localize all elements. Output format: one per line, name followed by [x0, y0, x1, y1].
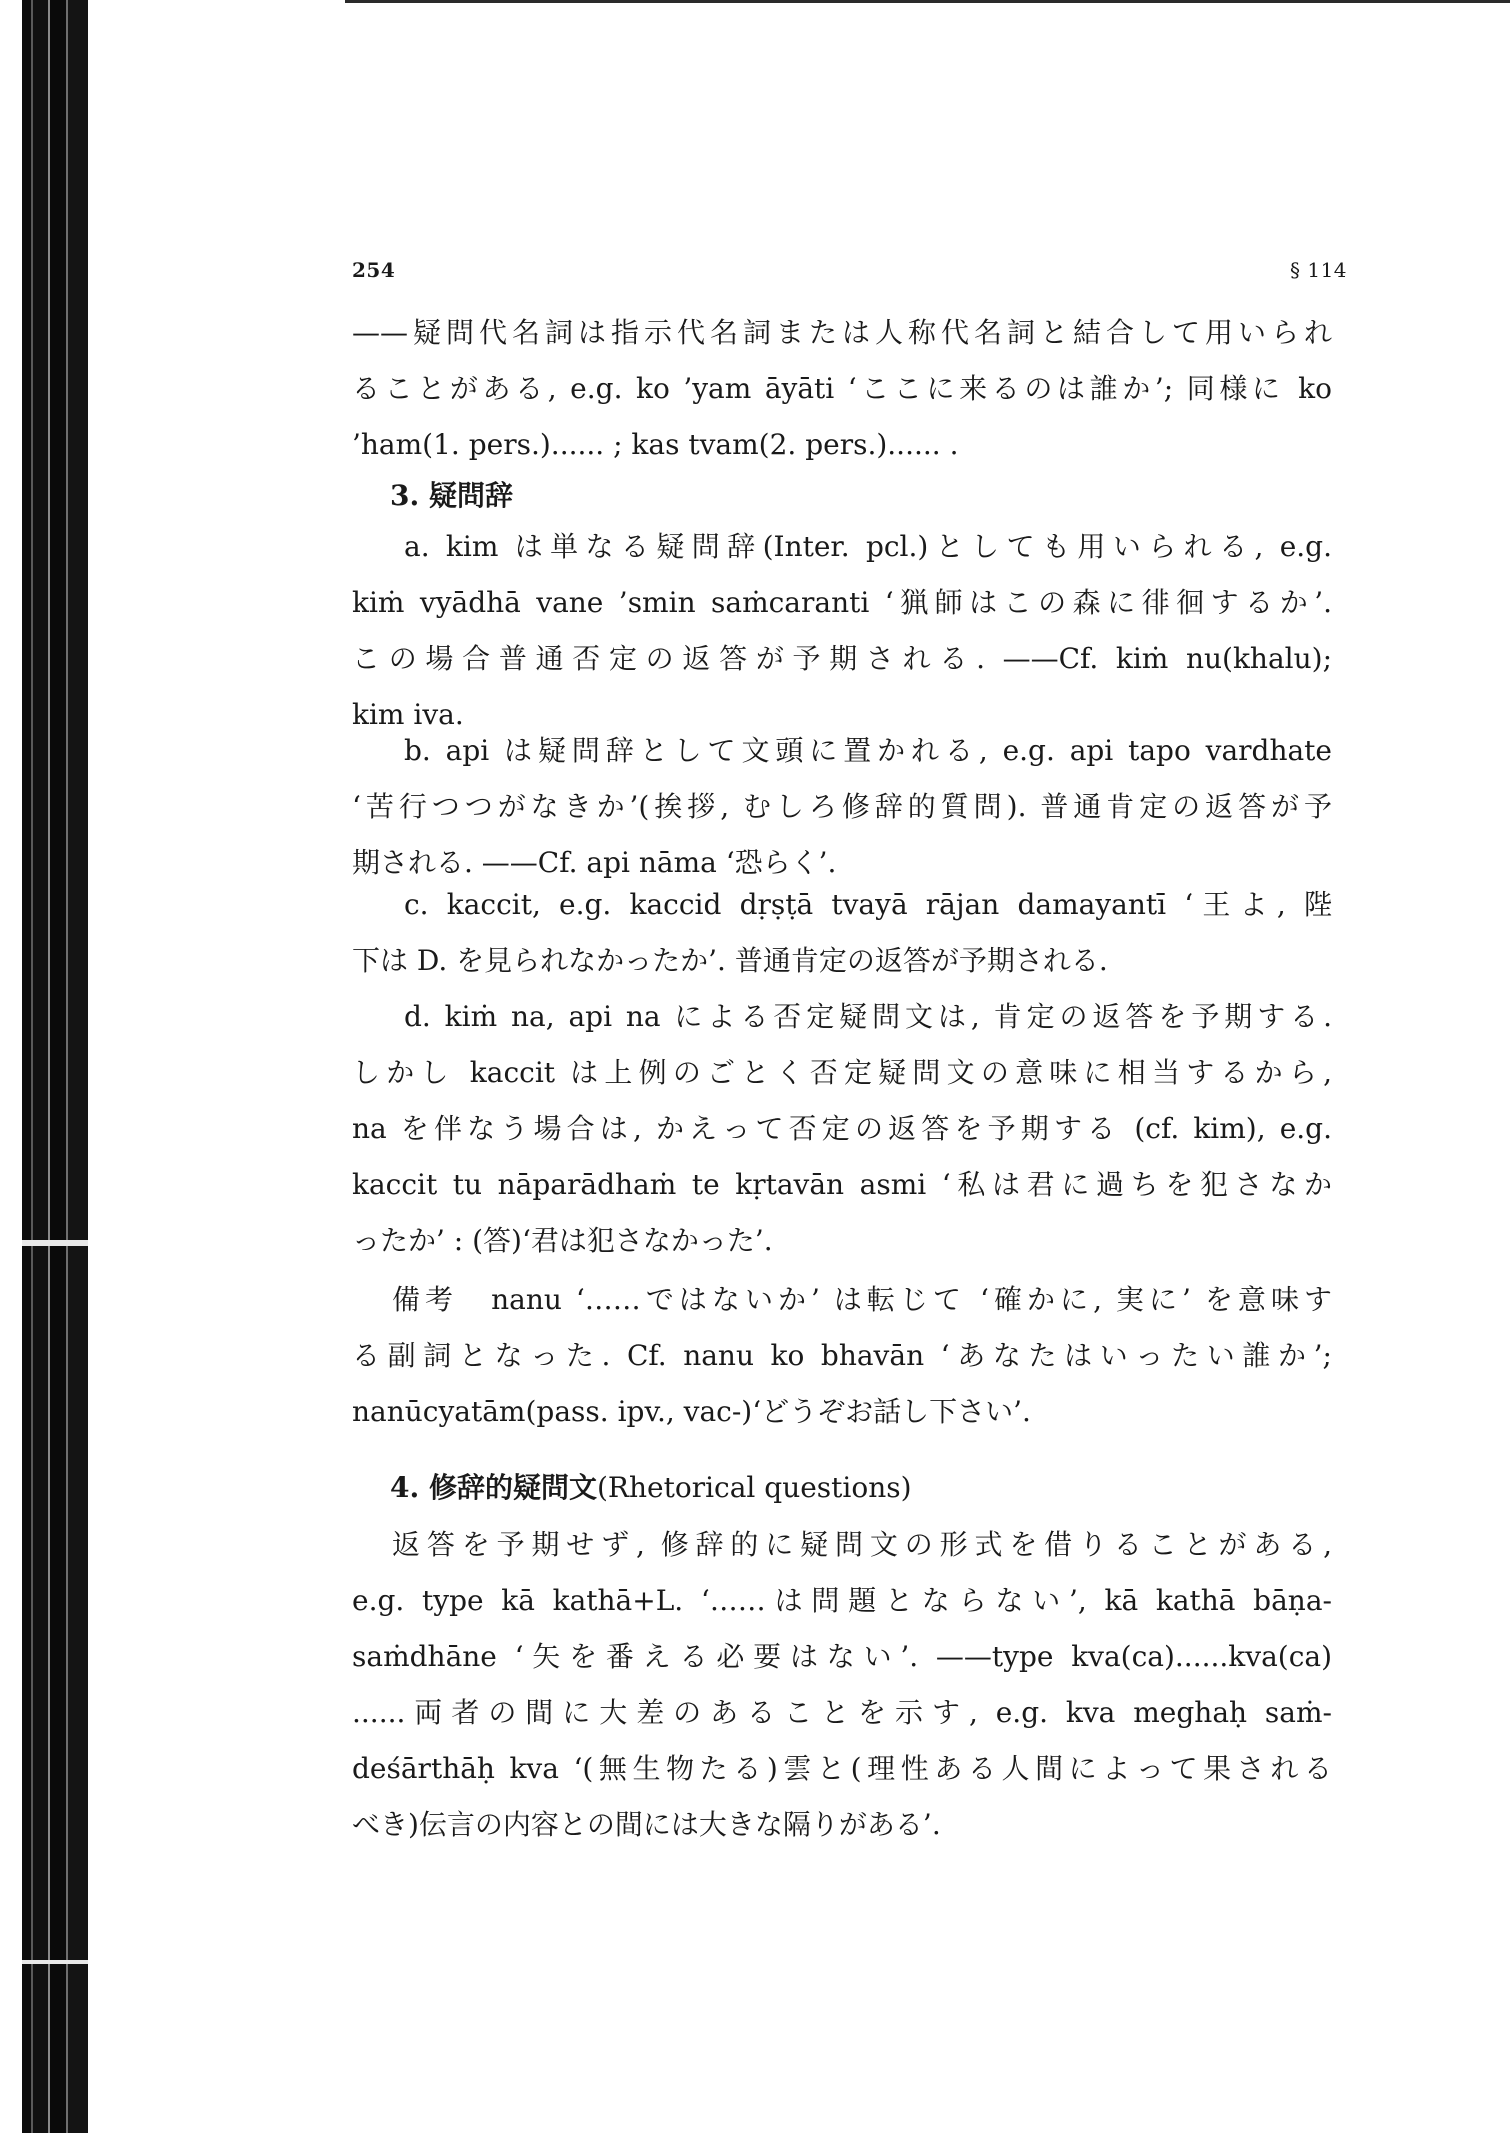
text-line: e.g. type kā kathā+L. ‘……は問題とならない’, kā kathā bāṇa-: [352, 1584, 1332, 1617]
page-number: 254: [352, 258, 396, 282]
section-3-heading: 3. 疑問辞: [390, 479, 513, 512]
binding-gap: [22, 1240, 88, 1246]
text-line: kiṁ vyādhā vane ’smin saṁcaranti ‘猟師はこの森に徘徊するか’.: [352, 586, 1332, 619]
text-line: kaccit tu nāparādhaṁ te kṛtavān asmi ‘私は君に過ちを犯さなか: [352, 1168, 1332, 1201]
text-line: 期される. ——Cf. api nāma ‘恐らく’.: [352, 846, 837, 879]
text-line: る副詞となった. Cf. nanu ko bhavān ‘あなたはいったい誰か’;: [352, 1339, 1332, 1372]
text-line: ——疑問代名詞は指示代名詞または人称代名詞と結合して用いられ: [352, 316, 1332, 349]
text-line: ったか’ : (答)‘君は犯さなかった’.: [352, 1224, 773, 1257]
text-line: d. kiṁ na, api na による否定疑問文は, 肯定の返答を予期する.: [404, 1000, 1332, 1033]
text-line: nanūcyatām(pass. ipv., vac-)‘どうぞお話し下さい’.: [352, 1395, 1031, 1428]
text-line: 下は D. を見られなかったか’. 普通肯定の返答が予期される.: [352, 944, 1108, 977]
text-line: deśārthāḥ kva ‘(無生物たる)雲と(理性ある人間によって果される: [352, 1752, 1332, 1785]
top-rule: [345, 0, 1510, 3]
text-line: 備考 nanu ‘……ではないか’ は転じて ‘確かに, 実に’ を意味す: [392, 1283, 1332, 1316]
text-line: ’ham(1. pers.)...... ; kas tvam(2. pers.)...... .: [352, 428, 959, 461]
text-line: saṁdhāne ‘矢を番える必要はない’. ——type kva(ca)......kva(ca): [352, 1640, 1332, 1673]
book-binding-edge: [22, 0, 88, 2133]
section-4-heading-ja: 4. 修辞的疑問文: [390, 1471, 597, 1504]
text-line: b. api は疑問辞として文頭に置かれる, e.g. api tapo vardhate: [404, 734, 1332, 767]
text-line: ることがある, e.g. ko ’yam āyāti ‘ここに来るのは誰か’; 同様に ko: [352, 372, 1332, 405]
binding-gap: [22, 1960, 88, 1964]
text-line: a. kim は単なる疑問辞(Inter. pcl.)としても用いられる, e.g.: [404, 530, 1332, 563]
text-line: ......両者の間に大差のあることを示す, e.g. kva meghaḥ saṁ-: [352, 1696, 1332, 1729]
text-line: べき)伝言の内容との間には大きな隔りがある’.: [352, 1808, 941, 1841]
text-line: kim iva.: [352, 698, 464, 731]
text-line: この場合普通否定の返答が予期される. ——Cf. kiṁ nu(khalu);: [352, 642, 1332, 675]
section-mark: § 114: [1290, 258, 1348, 282]
text-line: しかし kaccit は上例のごとく否定疑問文の意味に相当するから,: [352, 1056, 1332, 1089]
text-line: na を伴なう場合は, かえって否定の返答を予期する (cf. kim), e.g.: [352, 1112, 1332, 1145]
text-line: c. kaccit, e.g. kaccid dṛṣṭā tvayā rājan damayantī ‘王よ, 陛: [404, 888, 1332, 921]
section-4-heading-en: (Rhetorical questions): [596, 1471, 912, 1504]
section-4-heading: [390, 1465, 912, 1511]
text-line: ‘苦行つつがなきか’(挨拶, むしろ修辞的質問). 普通肯定の返答が予: [352, 790, 1332, 823]
text-line: 返答を予期せず, 修辞的に疑問文の形式を借りることがある,: [392, 1528, 1332, 1561]
